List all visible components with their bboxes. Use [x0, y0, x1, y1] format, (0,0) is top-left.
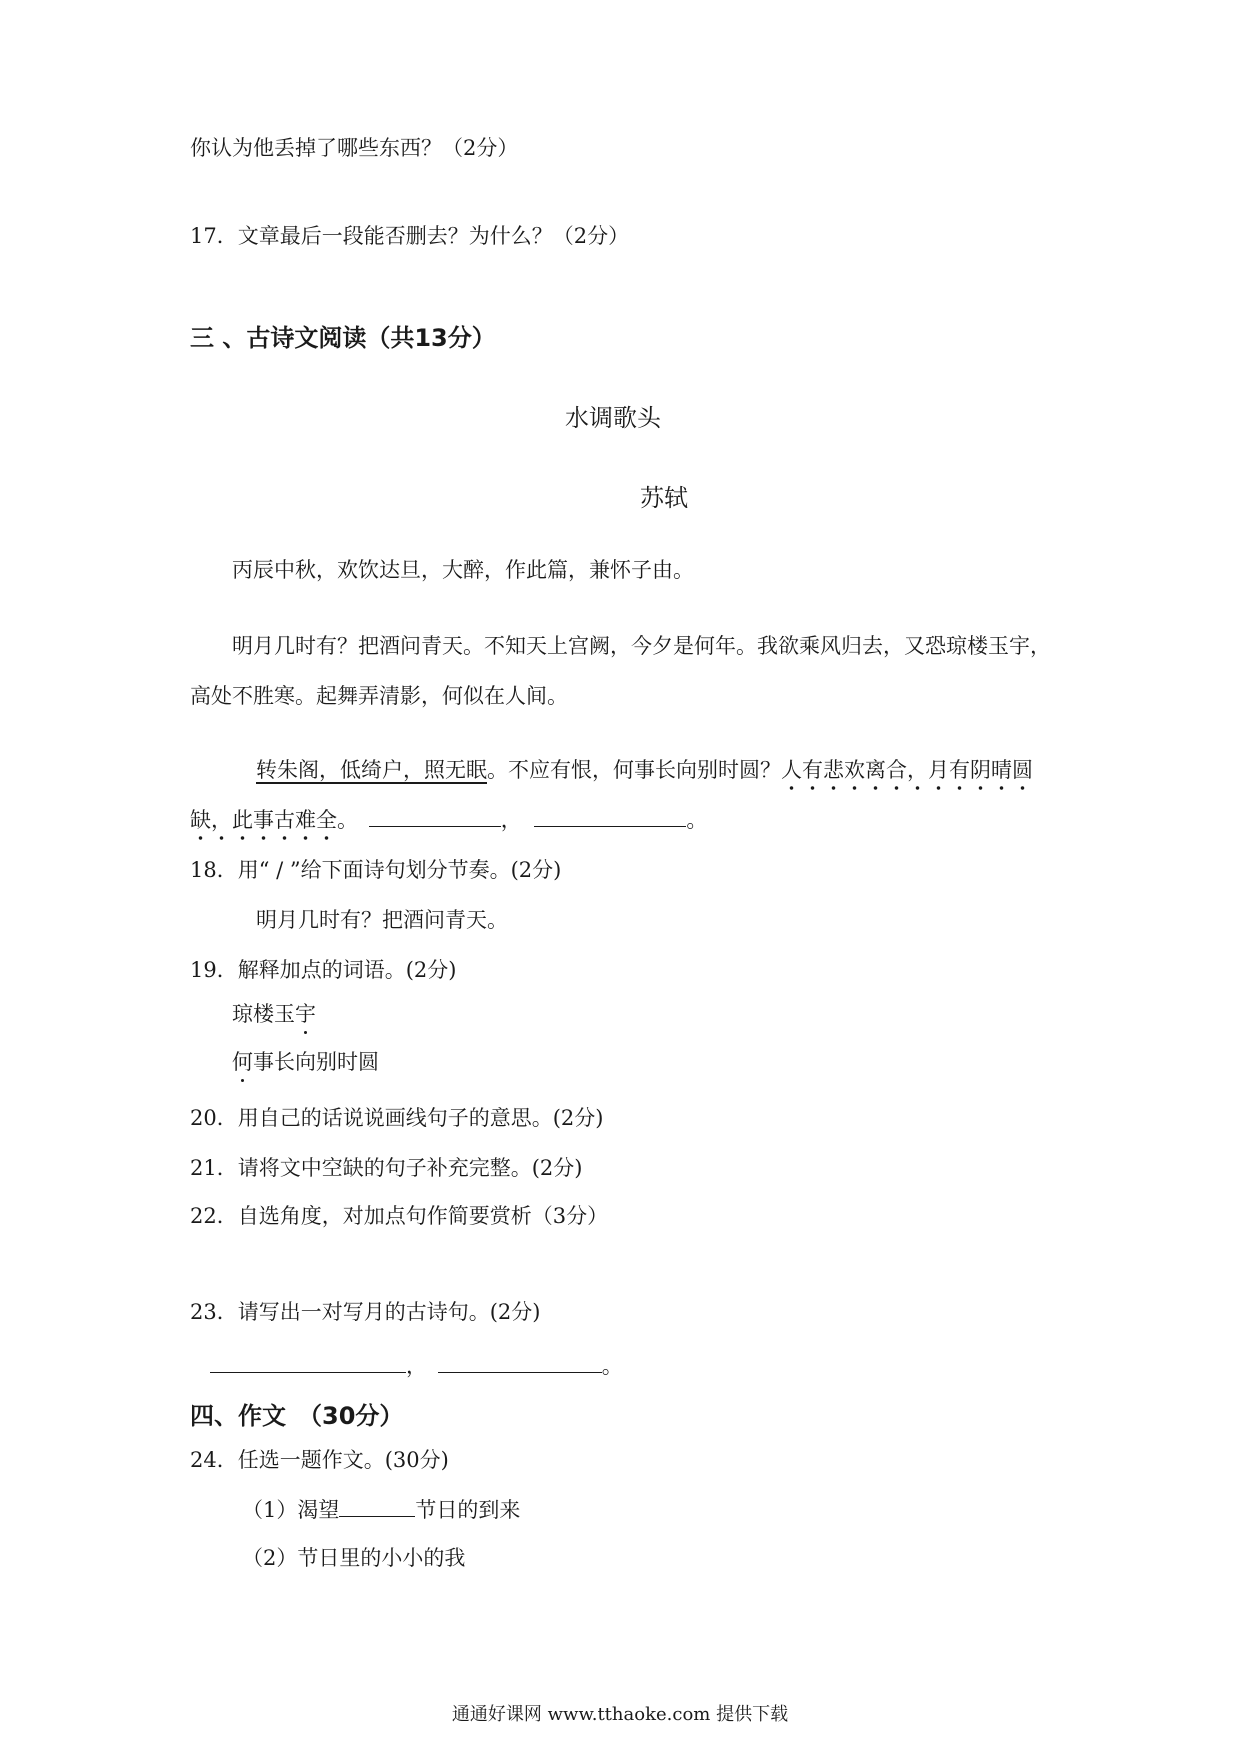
essay-option-1	[242, 1496, 520, 1524]
question-16-tail: 你认为他丢掉了哪些东西？（2分）	[190, 136, 519, 160]
item-a-text: 琼楼玉	[232, 1002, 295, 1026]
poem-preface: 丙辰中秋，欢饮达旦，大醉，作此篇，兼怀子由。	[232, 558, 694, 582]
poem-title: 水调歌头	[565, 404, 661, 432]
q23-period: 。	[601, 1354, 623, 1378]
blank-period: 。	[686, 808, 708, 832]
question-24: 24．任选一题作文。(30分)	[190, 1448, 449, 1472]
question-18: 18．用“ / ”给下面诗句划分节奏。(2分)	[190, 858, 562, 882]
question-23: 23．请写出一对写月的古诗句。(2分)	[190, 1300, 541, 1324]
poem-author: 苏轼	[640, 484, 688, 512]
question-18-verse: 明月几时有？把酒问青天。	[256, 908, 508, 932]
question-19: 19．解释加点的词语。(2分)	[190, 958, 457, 982]
question-22: 22．自选角度，对加点句作简要赏析（3分）	[190, 1204, 609, 1228]
section-3-heading: 三 、古诗文阅读（共13分）	[190, 324, 496, 352]
q23-comma: ，	[406, 1354, 427, 1378]
dotted-sentence-part-a	[781, 758, 1033, 791]
answer-blank-2[interactable]	[534, 806, 686, 827]
page-footer: 通通好课网 www.tthaoke.com 提供下载	[451, 1704, 789, 1725]
essay-option-2: （2）节日里的小小的我	[242, 1546, 466, 1570]
question-19-item-b	[232, 1048, 379, 1076]
option-1-suffix: 节日的到来	[415, 1498, 521, 1522]
blank-comma: ，	[500, 808, 522, 832]
dotted-text-a: 人有悲欢离合，月有阴晴圆	[781, 758, 1033, 791]
question-23-answer-line	[210, 1352, 623, 1380]
item-a-dotted-char: 宇	[295, 1002, 316, 1026]
section-4-heading: 四、作文 （30分）	[190, 1402, 404, 1430]
answer-blank-1[interactable]	[369, 806, 501, 827]
answer-blank-3[interactable]	[210, 1352, 406, 1373]
question-17: 17．文章最后一段能否删去？为什么？（2分）	[190, 224, 630, 248]
poem-stanza2-line1	[256, 756, 1033, 784]
dotted-sentence-part-b: 缺，此事古难全	[190, 808, 337, 841]
question-21: 21．请将文中空缺的句子补充完整。(2分)	[190, 1156, 583, 1180]
stanza2-period-a: 。	[337, 808, 358, 832]
poem-stanza1-line1: 明月几时有？把酒问青天。不知天上宫阙，今夕是何年。我欲乘风归去，又恐琼楼玉宇，	[232, 634, 1051, 658]
underlined-sentence: 转朱阁，低绮户，照无眠	[256, 758, 487, 782]
question-19-item-a	[232, 1000, 316, 1028]
question-20: 20．用自己的话说说画线句子的意思。(2分)	[190, 1106, 604, 1130]
stanza2-middle: 。不应有恨，何事长向别时圆？	[487, 758, 781, 782]
poem-stanza1-line2: 高处不胜寒。起舞弄清影，何似在人间。	[190, 684, 568, 708]
answer-blank-5[interactable]	[339, 1496, 415, 1517]
answer-blank-4[interactable]	[438, 1352, 602, 1373]
item-b-text: 事长向别时圆	[253, 1050, 379, 1074]
option-1-prefix: （1）渴望	[242, 1498, 340, 1522]
poem-stanza2-line2	[190, 806, 707, 834]
item-b-dotted-char: 何	[232, 1050, 253, 1074]
